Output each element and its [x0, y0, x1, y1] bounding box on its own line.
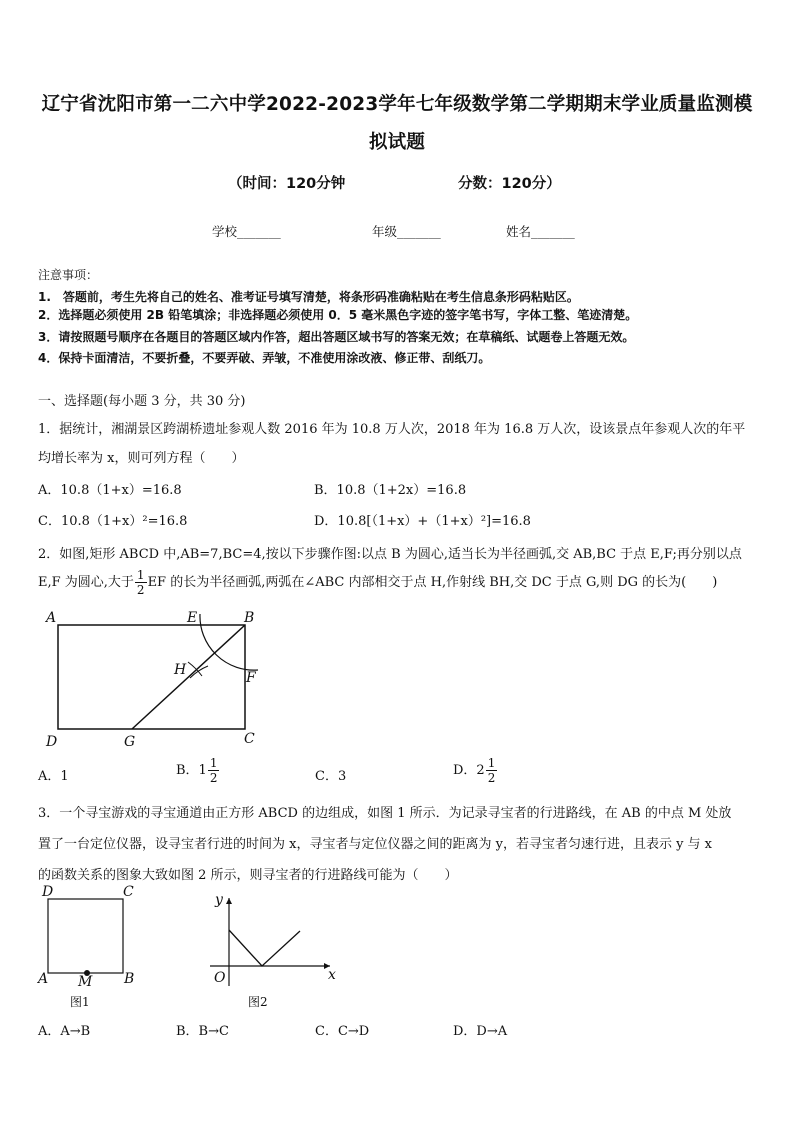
label-a: A	[46, 610, 57, 626]
label-e: E	[187, 610, 198, 626]
label-c: C	[123, 884, 134, 900]
title-line-1: 辽宁省沈阳市第一二六中学2022-2023学年七年级数学第二学期期末学业质量监测模	[41, 94, 753, 115]
label-f: F	[246, 670, 256, 686]
q2-stem-line-1: 2．如图,矩形 ABCD 中,AB=7,BC=4,按以下步骤作图:以点 B 为圆心,适当长为半径画弧,交 AB,BC 于点 E,F;再分别以点	[38, 547, 742, 562]
fraction-denominator: 2	[487, 771, 496, 785]
label-y: y	[215, 892, 223, 908]
q1-option-d[interactable]: D．10.8[（1+x）+（1+x）²]=16.8	[314, 514, 531, 529]
rectangle-abcd	[58, 625, 245, 729]
label-d: D	[46, 734, 58, 750]
q2-option-b-fraction	[208, 756, 220, 785]
q2-stem-line-2-start: E,F 为圆心,大于	[38, 575, 134, 590]
figure-1-square	[32, 884, 142, 1012]
rectangle-figure	[40, 606, 280, 752]
grade-field[interactable]: 年级_______	[372, 224, 441, 239]
q3-option-a[interactable]: A．A→B	[38, 1024, 91, 1039]
fraction-numerator: 1	[487, 756, 496, 770]
label-a: A	[38, 971, 49, 987]
label-d: D	[42, 884, 54, 900]
exam-score: 分数：120分）	[458, 176, 561, 192]
note-item-1: 1. 答题前，考生先将自己的姓名、准考证号填写清楚，将条形码准确粘贴在考生信息条形码粘贴区。	[38, 290, 579, 304]
y-axis-arrow	[226, 898, 232, 904]
label-o: O	[214, 970, 226, 986]
q1-stem-line-1: 1．据统计，湘湖景区跨湖桥遗址参观人数 2016 年为 10.8 万人次，2018 年为 16.8 万人次，设该景点年参观人次的年平	[38, 422, 746, 437]
q1-option-c[interactable]: C．10.8（1+x）²=16.8	[38, 514, 188, 529]
q2-stem-line-2	[38, 568, 717, 597]
label-g: G	[124, 734, 136, 750]
label-h: H	[174, 662, 187, 678]
q1-option-b[interactable]: B．10.8（1+2x）=16.8	[314, 483, 467, 498]
q1-stem-line-2: 均增长率为 x，则可列方程（ ）	[38, 451, 245, 466]
square-abcd	[48, 899, 123, 973]
q2-option-a[interactable]: A．1	[38, 769, 69, 784]
note-item-3: 3．请按照题号顺序在各题目的答题区域内作答，超出答题区域书写的答案无效；在草稿纸、试题卷上答题无效。	[38, 330, 635, 344]
school-field[interactable]: 学校_______	[212, 224, 281, 239]
q1-option-a[interactable]: A．10.8（1+x）=16.8	[38, 483, 182, 498]
name-field[interactable]: 姓名_______	[506, 224, 575, 239]
function-graph	[229, 930, 300, 966]
q2-option-d[interactable]	[453, 756, 498, 785]
label-x: x	[328, 967, 336, 983]
fraction-numerator: 1	[209, 756, 218, 770]
label-b: B	[244, 610, 255, 626]
label-b: B	[124, 971, 135, 987]
q3-stem-line-3: 的函数关系的图象大致如图 2 所示，则寻宝者的行进路线可能为（ ）	[38, 868, 458, 883]
note-item-2: 2．选择题必须使用 2B 铅笔填涂；非选择题必须使用 0．5 毫米黑色字迹的签字笔书写，字体工整、笔迹清楚。	[38, 308, 638, 322]
half-fraction	[135, 568, 147, 597]
q3-stem-line-1: 3．一个寻宝游戏的寻宝通道由正方形 ABCD 的边组成，如图 1 所示．为记录寻宝者的行进路线，在 AB 的中点 M 处放	[38, 806, 732, 821]
fraction-numerator: 1	[136, 568, 145, 582]
q2-option-c[interactable]: C．3	[315, 769, 347, 784]
q3-option-b[interactable]: B．B→C	[176, 1024, 229, 1039]
section-heading: 一、选择题(每小题 3 分，共 30 分)	[38, 394, 246, 409]
exam-time: （时间：120分钟	[228, 176, 346, 192]
q2-option-d-whole: D．2	[453, 763, 485, 778]
figure-1-caption: 图1	[70, 995, 90, 1009]
label-m: M	[78, 974, 93, 990]
label-c: C	[244, 731, 255, 747]
title-line-2: 拟试题	[368, 132, 426, 153]
figure-2-caption: 图2	[248, 995, 268, 1009]
q2-option-d-fraction	[486, 756, 498, 785]
ray-bh	[132, 625, 245, 729]
fraction-denominator: 2	[136, 583, 145, 597]
q3-option-d[interactable]: D．D→A	[453, 1024, 508, 1039]
q2-option-b-whole: B．1	[176, 763, 207, 778]
note-item-4: 4．保持卡面清洁，不要折叠，不要弄破、弄皱，不准使用涂改液、修正带、刮纸刀。	[38, 351, 491, 365]
figure-2-graph	[200, 890, 350, 1014]
q3-stem-line-2: 置了一台定位仪器，设寻宝者行进的时间为 x，寻宝者与定位仪器之间的距离为 y，若寻宝者匀速行进，且表示 y 与 x	[38, 837, 713, 852]
q2-stem-line-2-end: EF 的长为半径画弧,两弧在∠ABC 内部相交于点 H,作射线 BH,交 DC 于点 G,则 DG 的长为( )	[147, 575, 718, 590]
notes-header: 注意事项：	[38, 268, 99, 282]
q2-option-b[interactable]	[176, 756, 220, 785]
q3-option-c[interactable]: C．C→D	[315, 1024, 370, 1039]
fraction-denominator: 2	[209, 771, 218, 785]
